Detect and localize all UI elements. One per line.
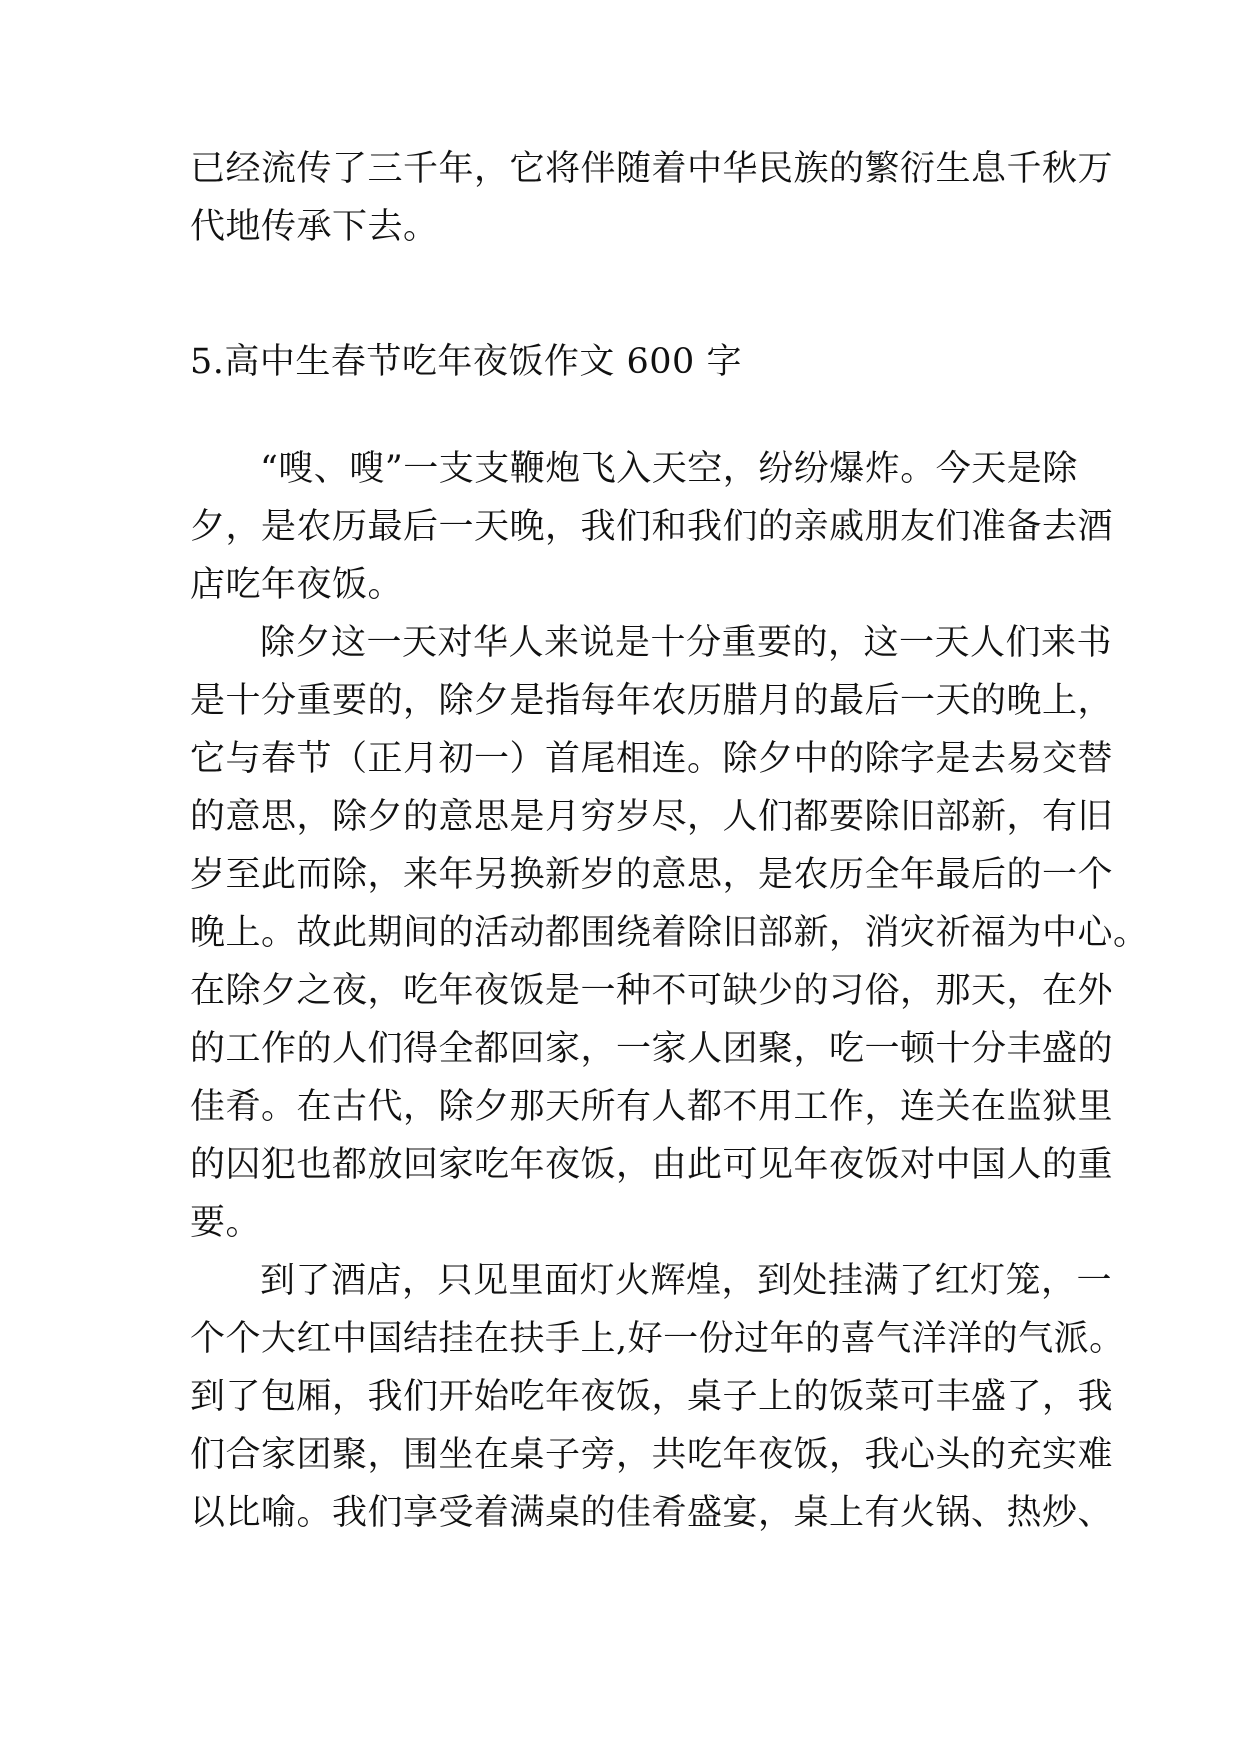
text-line: 到了酒店，只见里面灯火辉煌，到处挂满了红灯笼，一 (260, 1261, 1113, 1301)
text-line: 到了包厢，我们开始吃年夜饭，桌子上的饭菜可丰盛了，我 (190, 1377, 1114, 1417)
text-line: 要。 (190, 1203, 262, 1243)
text-line: 店吃年夜饭。 (190, 565, 404, 605)
text-line: “嗖、嗖”一支支鞭炮飞入天空，纷纷爆炸。今天是除 (260, 449, 1078, 489)
text-line: 除夕这一天对华人来说是十分重要的，这一天人们来书 (260, 623, 1113, 663)
text-line: 个个大红中国结挂在扶手上,好一份过年的喜气洋洋的气派。 (190, 1319, 1125, 1359)
text-line: 它与春节（正月初一）首尾相连。除夕中的除字是去易交替 (190, 739, 1114, 779)
text-line: 是十分重要的，除夕是指每年农历腊月的最后一天的晚上， (190, 681, 1114, 721)
text-line: 的囚犯也都放回家吃年夜饭，由此可见年夜饭对中国人的重 (190, 1145, 1114, 1185)
text-line: 在除夕之夜，吃年夜饭是一种不可缺少的习俗，那天，在外 (190, 971, 1114, 1011)
text-line: 晚上。故此期间的活动都围绕着除旧部新，消灾祈福为中心。 (190, 913, 1149, 953)
paragraph-1 (190, 440, 1114, 614)
text-line: 们合家团聚，围坐在桌子旁，共吃年夜饭，我心头的充实难 (190, 1435, 1114, 1475)
text-line: 以比喻。我们享受着满桌的佳肴盛宴，桌上有火锅、热炒、 (190, 1493, 1114, 1533)
text-line: 代地传承下去。 (190, 207, 439, 247)
section-heading: 5.高中生春节吃年夜饭作文 600 字 (190, 342, 742, 382)
intro-block (190, 140, 1114, 256)
text-line: 的意思，除夕的意思是月穷岁尽，人们都要除旧部新，有旧 (190, 797, 1114, 837)
paragraph-2 (190, 614, 1149, 1252)
paragraph-3 (190, 1252, 1125, 1542)
text-line: 已经流传了三千年，它将伴随着中华民族的繁衍生息千秋万 (190, 149, 1114, 189)
text-line: 的工作的人们得全都回家，一家人团聚，吃一顿十分丰盛的 (190, 1029, 1114, 1069)
text-line: 佳肴。在古代，除夕那天所有人都不用工作，连关在监狱里 (190, 1087, 1114, 1127)
text-line: 岁至此而除，来年另换新岁的意思，是农历全年最后的一个 (190, 855, 1114, 895)
section-heading-block (190, 333, 1050, 391)
text-line: 夕，是农历最后一天晚，我们和我们的亲戚朋友们准备去酒 (190, 507, 1114, 547)
